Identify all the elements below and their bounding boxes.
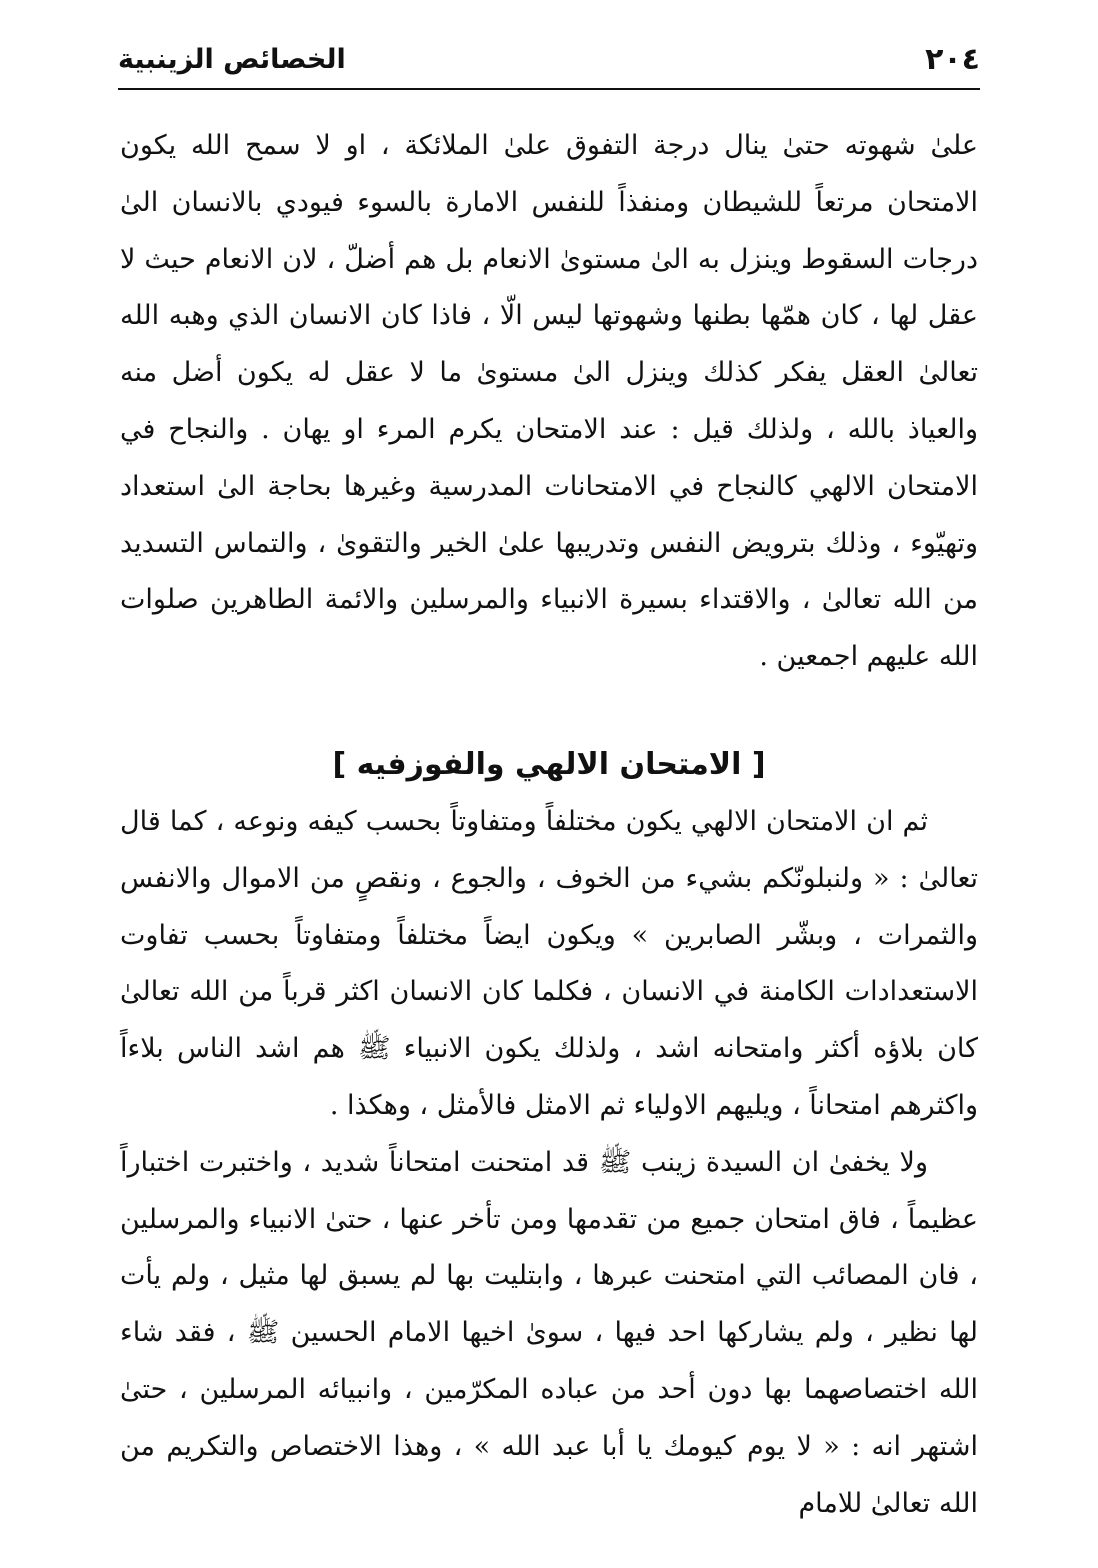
section-heading: [ الامتحان الالهي والفوزفيه ] [332,746,766,782]
paragraph-1: علىٰ شهوته حتىٰ ينال درجة التفوق علىٰ الملائكة ، او لا سمح الله يكون الامتحان مرتعاً للشيطان ومنفذاً للنفس الامارة بالسوء فيودي بالانسان الىٰ درجات السقوط وينزل به الىٰ مستوىٰ الانعام بل هم أضلّ ، لان الانعام حيث لا عقل لها ، كان همّها بطنها وشهوتها ليس الّا ، فاذا كان الانسان الذي وهبه الله تعالىٰ العقل يفكر كذلك وينزل الىٰ مستوىٰ ما لا عقل له يكون أضل منه والعياذ بالله ، ولذلك قيل : عند الامتحان يكرم المرء او يهان . والنجاح في الامتحان الالهي كالنجاح في الامتحانات المدرسية وغيرها بحاجة الىٰ استعداد وتهيّوء ، وذلك بترويض النفس وتدريبها علىٰ الخير والتقوىٰ ، والتماس التسديد من الله تعالىٰ ، والاقتداء بسيرة الانبياء والمرسلين والائمة الطاهرين صلوات الله عليهم اجمعين . [120,130,979,673]
running-title: الخصائص الزينبية [118,44,346,75]
header-divider [118,88,980,90]
page-header [118,40,980,88]
paragraph-2: ثم ان الامتحان الالهي يكون مختلفاً ومتفاوتاً بحسب كيفه ونوعه ، كما قال تعالىٰ : « ولنبلونّكم بشيء من الخوف ، والجوع ، ونقصٍ من الاموال والانفس والثمرات ، وبشّر الصابرين » ويكون ايضاً مختلفاً ومتفاوتاً بحسب تفاوت الاستعدادات الكامنة في الانسان ، فكلما كان الانسان اكثر قرباً من الله تعالىٰ كان بلاؤه أكثر وامتحانه اشد ، ولذلك يكون الانبياء ﷺ هم اشد الناس بلاءاً واكثرهم امتحاناً ، ويليهم الاولياء ثم الامثل فالأمثل ، وهكذا . [120,805,978,1121]
paragraph-3: ولا يخفىٰ ان السيدة زينب ﷺ قد امتحنت امتحاناً شديد ، واختبرت اختباراً عظيماً ، فاق امتحان جميع من تقدمها ومن تأخر عنها ، حتىٰ الانبياء والمرسلين ، فان المصائب التي امتحنت عبرها ، وابتليت بها لم يسبق لها مثيل ، ولم يأت لها نظير ، ولم يشاركها احد فيها ، سوىٰ اخيها الامام الحسين ﷺ ، فقد شاء الله اختصاصهما بها دون أحد من عباده المكرّمين ، وانبيائه المرسلين ، حتىٰ اشتهر انه : « لا يوم كيومك يا أبا عبد الله » ، وهذا الاختصاص والتكريم من الله تعالىٰ للامام [120,1146,978,1519]
page-number: ٢٠٤ [925,42,980,77]
body-text [120,118,978,1532]
